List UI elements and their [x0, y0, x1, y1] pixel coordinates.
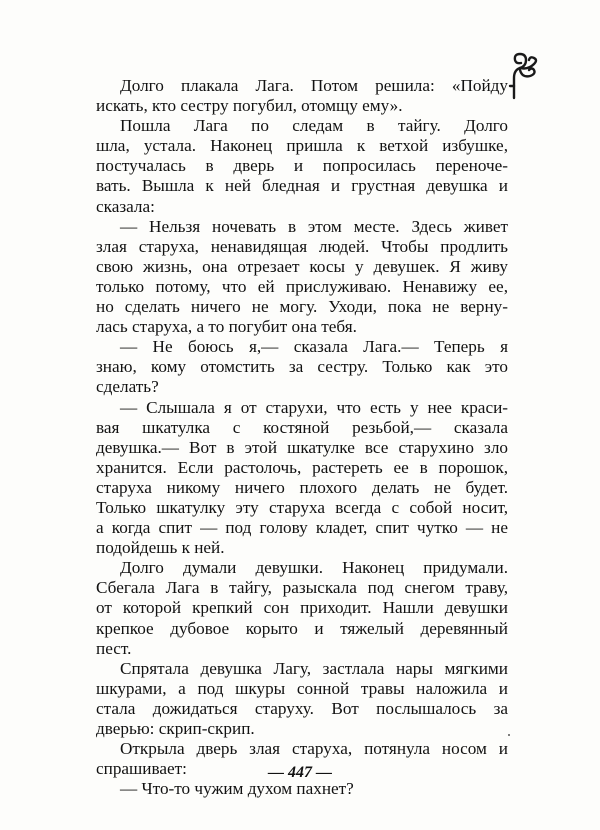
text-line: — Слышала я от старухи, что есть у нее краси-	[120, 397, 508, 417]
text-line: — Не боюсь я,— сказала Лага.— Теперь я	[120, 337, 508, 357]
text-line: пест.	[96, 638, 132, 658]
text-line: злая старуха, ненавидящая людей. Чтобы продлить	[96, 236, 508, 256]
text-line: стала дожидаться старуху. Вот послышалось за	[96, 698, 508, 718]
text-line: вать. Вышла к ней бледная и грустная девушка и	[96, 176, 508, 196]
text-line: Открыла дверь злая старуха, потянула носом и	[120, 739, 508, 759]
text-line: свою жизнь, она отрезает косы у девушек. Я живу	[96, 256, 508, 276]
text-line: Пошла Лага по следам в тайгу. Долго	[120, 116, 508, 136]
paragraph	[96, 76, 508, 116]
text-line: Долго плакала Лага. Потом решила: «Пойду	[120, 76, 508, 95]
text-line: только потому, что ей прислуживаю. Ненавижу ее,	[96, 276, 508, 296]
text-line: а когда спит — под голову кладет, спит чутко — не	[96, 518, 508, 538]
text-line: — Нельзя ночевать в этом месте. Здесь живет	[120, 216, 508, 236]
text-line: крепкое дубовое корыто и тяжелый деревянный	[96, 618, 508, 638]
text-line: Долго думали девушки. Наконец придумали.	[120, 558, 508, 578]
text-line: знаю, кому отомстить за сестру. Только как это	[96, 357, 508, 377]
text-line: — Что-то чужим духом пахнет?	[120, 779, 354, 799]
text-line: хранится. Если растолочь, растереть ее в порошок,	[96, 457, 508, 477]
decorative-scroll-icon	[506, 50, 540, 102]
paragraph	[96, 558, 508, 658]
text-line: подойдешь к ней.	[96, 538, 225, 558]
text-line: девушка.— Вот в этой шкатулке все старухино зло	[96, 437, 508, 457]
story-text	[96, 76, 508, 799]
page-number: — 447 —	[268, 764, 332, 781]
text-line: спрашивает:	[96, 759, 187, 779]
paragraph	[96, 779, 508, 799]
text-line: шла, устала. Наконец пришла к ветхой избушке,	[96, 136, 508, 156]
paragraph	[96, 398, 508, 559]
text-line: сказала:	[96, 196, 155, 216]
text-line: от которой крепкий сон приходит. Нашли девушки	[96, 598, 508, 618]
paragraph	[96, 116, 508, 216]
text-line: Сбегала Лага в тайгу, разыскала под снегом траву,	[96, 578, 508, 598]
text-line: искать, кто сестру погубил, отомщу ему».	[96, 96, 403, 116]
text-line: дверью: скрип-скрип.	[96, 719, 255, 738]
paragraph	[96, 659, 508, 739]
text-line: лась старуха, а то погубит она тебя.	[96, 317, 357, 337]
text-line: Только шкатулку эту старуха всегда с собой носит,	[96, 497, 508, 517]
text-line: шкурами, а под шкуры сонной травы наложила и	[96, 678, 508, 698]
paragraph	[96, 217, 508, 338]
text-line: сделать?	[96, 377, 159, 397]
text-line: но сделать ничего не могу. Уходи, пока не верну-	[96, 297, 508, 317]
text-line: вая шкатулка с костяной резьбой,— сказала	[96, 417, 508, 437]
text-line: Спрятала девушка Лагу, застлала нары мягкими	[120, 658, 508, 678]
print-speck	[508, 734, 510, 736]
text-line: постучалась в дверь и попросилась переноче-	[96, 156, 508, 176]
text-line: старуха никому ничего плохого делать не будет.	[96, 477, 508, 497]
paragraph	[96, 337, 508, 397]
